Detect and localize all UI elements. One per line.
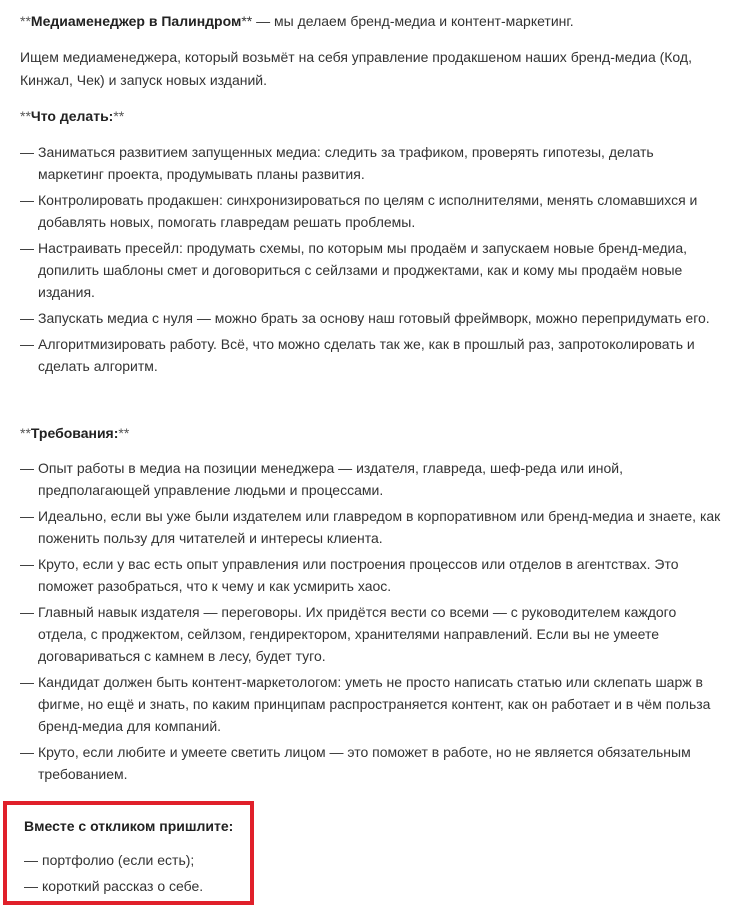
list-item-text: Круто, если любите и умеете светить лицом — это поможет в работе, но не является обязательным требованием.: [38, 744, 691, 782]
apply-heading: Вместе с откликом пришлите:: [24, 818, 234, 834]
list-item-text: Опыт работы в медиа на позиции менеджера — издателя, главреда, шеф-реда или иной, предполагающей управление людьми и процессами.: [38, 460, 623, 498]
duties-heading: [20, 105, 124, 128]
dash-marker: —: [20, 460, 34, 476]
dash-marker: —: [20, 192, 34, 208]
list-item-text: Главный навык издателя — переговоры. Их придётся вести со всеми — с руководителем каждого отдела, с проджектом, сейлзом, гендиректором, хранителями направлений. Если вы не умеете договариваться с камнем в лесу, будет туго.: [38, 604, 677, 664]
dash-marker: —: [20, 508, 34, 524]
intro-description: Ищем медиаменеджера, который возьмёт на себя управление продакшеном наших бренд-медиа (Код, Кинжал, Чек) и запуск новых изданий.: [20, 49, 692, 88]
list-item-text: Круто, если у вас есть опыт управления или построения процессов или отделов в агентствах. Это поможет разобраться, что к чему и как усмирить хаос.: [38, 556, 679, 594]
dash-marker: —: [20, 144, 34, 160]
list-item-text: Контролировать продакшен: синхронизироваться по целям с исполнителями, менять сломавшихся и добавлять новых, помогать главредам решать проблемы.: [38, 192, 698, 230]
dash-marker: —: [20, 674, 34, 690]
list-item-text: Настраивать пресейл: продумать схемы, по которым мы продаём и запускаем новые бренд-медиа, допилить шаблоны смет и договориться с сейлзами и проджектами, как и кому мы продаём новые издания.: [38, 240, 687, 300]
apply-list: [24, 849, 203, 901]
duties-heading-text: Что делать:: [30, 108, 114, 124]
list-item: [20, 141, 721, 185]
dash-marker: —: [20, 556, 34, 572]
intro-line: [20, 10, 721, 33]
list-item: [20, 741, 721, 785]
dash-marker: —: [20, 604, 34, 620]
duties-list: [20, 141, 721, 377]
list-item: [20, 237, 721, 303]
list-item: [20, 189, 721, 233]
dash-marker: —: [20, 744, 34, 760]
list-item-text: Заниматься развитием запущенных медиа: следить за трафиком, проверять гипотезы, делать маркетинг проекта, продумывать планы развития.: [38, 144, 654, 182]
dash-marker: —: [24, 852, 38, 868]
list-item: [20, 505, 721, 549]
duties-heading-prefix: **: [20, 108, 31, 124]
duties-heading-suffix: **: [113, 108, 125, 124]
list-item-text: Алгоритмизировать работу. Всё, что можно сделать так же, как в прошлый раз, запротоколировать и сделать алгоритм.: [38, 336, 695, 374]
dash-marker: —: [20, 310, 34, 326]
list-item: [20, 553, 721, 597]
intro-title-prefix: **: [20, 13, 31, 29]
list-item-text: короткий рассказ о себе.: [42, 878, 204, 894]
list-item-text: Идеально, если вы уже были издателем или главредом в корпоративном или бренд-медиа и знаете, как поженить пользу для читателей и интересы клиента.: [38, 508, 721, 546]
requirements-heading: [20, 422, 129, 445]
apply-highlight-box: [3, 801, 254, 905]
requirements-heading-suffix: **: [118, 425, 130, 441]
dash-marker: —: [24, 878, 38, 894]
requirements-heading-prefix: **: [20, 425, 31, 441]
list-item-text: Кандидат должен быть контент-маркетологом: уметь не просто написать статью или склепать шарж в фигме, но ещё и знать, по каким принципам распространяется контент, как он работает и в чём польза бренд-медиа для компаний.: [38, 674, 711, 734]
list-item: [20, 671, 721, 737]
list-item: [24, 875, 203, 897]
list-item-text: Запускать медиа с нуля — можно брать за основу наш готовый фреймворк, можно перепридумать его.: [38, 310, 710, 326]
intro-title: Медиаменеджер в Палиндром: [30, 13, 242, 29]
list-item: [20, 333, 721, 377]
intro-title-suffix: ** — мы делаем бренд-медиа и контент-маркетинг.: [241, 13, 574, 29]
list-item: [24, 849, 203, 871]
requirements-list: [20, 457, 721, 785]
requirements-heading-text: Требования:: [30, 425, 119, 441]
list-item: [20, 307, 721, 329]
dash-marker: —: [20, 240, 34, 256]
list-item: [20, 457, 721, 501]
dash-marker: —: [20, 336, 34, 352]
list-item-text: портфолио (если есть);: [42, 852, 195, 868]
list-item: [20, 601, 721, 667]
